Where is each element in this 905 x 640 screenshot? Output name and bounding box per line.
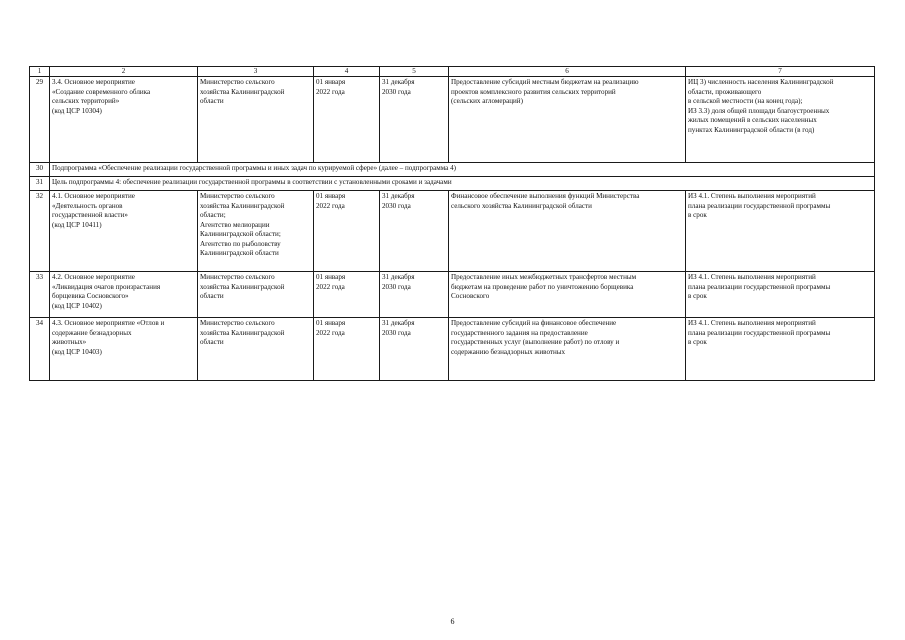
cell-text-line: Предоставление субсидий местным бюджетам на реализацию [451, 78, 639, 86]
cell-text-line: Агентство по рыболовству [200, 239, 281, 248]
executor-cell [198, 318, 314, 381]
cell-text-line: борщевика Сосновского» [52, 292, 129, 301]
cell-text-line: Калининградской области [200, 249, 279, 258]
table-header-row [30, 67, 875, 77]
cell-text-line: Министерство сельского [200, 78, 275, 86]
cell-text-line: пунктах Калининградской области (в год) [688, 125, 815, 134]
end-date-cell [380, 272, 449, 318]
cell-text-line: ИЗ 3.3) доля общей площади благоустроенных [688, 106, 830, 115]
cell-text-line: 2030 года [382, 328, 411, 337]
cell-text-line: 2030 года [382, 282, 411, 291]
cell-text-line: 31 декабря [382, 192, 415, 200]
cell-text-line: содержание безнадзорных [52, 328, 132, 337]
cell-text-line: в срок [688, 211, 707, 220]
cell-text-line: Предоставление субсидий на финансовое обеспечение [451, 319, 617, 327]
cell-text-line: «Создание современного облика [52, 87, 151, 96]
column-header: 4 [314, 67, 380, 77]
indicator-cell [686, 318, 875, 381]
cell-text-line: 4.1. Основное мероприятие [52, 192, 135, 200]
row-number: 34 [30, 318, 50, 381]
cell-text-line: животных» [52, 338, 87, 347]
cell-text-line: в срок [688, 292, 707, 301]
table-row [30, 318, 875, 381]
cell-text-line: плана реализации государственной программы [688, 328, 831, 337]
cell-text-line: 4.2. Основное мероприятие [52, 273, 135, 281]
cell-text-line: в сельской местности (на конец года); [688, 97, 803, 106]
cell-text-line: области [200, 338, 224, 347]
cell-text-line: 4.3. Основное мероприятие «Отлов и [52, 319, 165, 327]
executor-cell [198, 272, 314, 318]
cell-text-line: бюджетам на проведение работ по уничтожению борщевика [451, 282, 634, 291]
cell-text-line: области [200, 97, 224, 106]
cell-text-line: Финансовое обеспечение выполнения функций Министерства [451, 192, 640, 200]
cell-text-line: государственного задания на предоставление [451, 328, 588, 337]
row-number: 31 [30, 177, 50, 191]
cell-text-line: 31 декабря [382, 319, 415, 327]
cell-text-line: жилых помещений в сельских населенных [688, 116, 817, 125]
activity-cell [50, 191, 198, 272]
cell-text-line: 2022 года [316, 282, 345, 291]
row-number: 32 [30, 191, 50, 272]
executor-cell [198, 77, 314, 163]
table-row [30, 272, 875, 318]
page-number: 6 [450, 617, 455, 626]
cell-text-line: государственных услуг (выполнение работ) по отлову и [451, 338, 620, 347]
cell-text-line: ИЦ 3) численность населения Калининградской [688, 78, 834, 86]
column-header: 5 [380, 67, 449, 77]
indicator-cell [686, 272, 875, 318]
cell-text-line: области, проживающего [688, 87, 762, 96]
indicator-cell [686, 77, 875, 163]
cell-text-line: 01 января [316, 78, 346, 86]
cell-text-line: содержанию безнадзорных животных [451, 347, 566, 356]
section-title: Цель подпрограммы 4: обеспечение реализации государственной программы в соответствии с установленными сроками и задачами [50, 177, 875, 191]
cell-text-line: Министерство сельского [200, 192, 275, 200]
table-row [30, 191, 875, 272]
cell-text-line: проектов комплексного развития сельских территорий [451, 87, 616, 96]
cell-text-line: (код ЦСР 10402) [52, 301, 102, 310]
cell-text-line: «Деятельность органов [52, 201, 123, 210]
cell-text-line: 2022 года [316, 328, 345, 337]
table-row [30, 77, 875, 163]
cell-text-line: хозяйства Калининградской [200, 282, 285, 291]
cell-text-line: области; [200, 211, 226, 220]
section-row [30, 177, 875, 191]
cell-text-line: (код ЦСР 10411) [52, 220, 102, 229]
end-date-cell [380, 318, 449, 381]
cell-text-line: 2022 года [316, 87, 345, 96]
start-date-cell [314, 191, 380, 272]
cell-text-line: 31 декабря [382, 78, 415, 86]
cell-text-line: (код ЦСР 10403) [52, 347, 102, 356]
cell-text-line: Агентство мелиорации [200, 220, 270, 229]
row-number: 30 [30, 163, 50, 177]
column-header: 3 [198, 67, 314, 77]
cell-text-line: ИЗ 4.1. Степень выполнения мероприятий [688, 192, 816, 200]
cell-text-line: плана реализации государственной программы [688, 201, 831, 210]
cell-text-line: «Ликвидация очагов произрастания [52, 282, 161, 291]
column-header: 6 [449, 67, 686, 77]
cell-text-line: хозяйства Калининградской [200, 87, 285, 96]
cell-text-line: (код ЦСР 10304) [52, 106, 102, 115]
cell-text-line: 2030 года [382, 201, 411, 210]
cell-text-line: 2030 года [382, 87, 411, 96]
cell-text-line: 01 января [316, 273, 346, 281]
cell-text-line: хозяйства Калининградской [200, 328, 285, 337]
cell-text-line: ИЗ 4.1. Степень выполнения мероприятий [688, 273, 816, 281]
cell-text-line: Калининградской области; [200, 230, 281, 239]
start-date-cell [314, 272, 380, 318]
executor-cell [198, 191, 314, 272]
cell-text-line: 3.4. Основное мероприятие [52, 78, 135, 86]
activity-cell [50, 77, 198, 163]
cell-text-line: 31 декабря [382, 273, 415, 281]
cell-text-line: плана реализации государственной программы [688, 282, 831, 291]
start-date-cell [314, 318, 380, 381]
description-cell [449, 77, 686, 163]
indicator-cell [686, 191, 875, 272]
row-number: 29 [30, 77, 50, 163]
cell-text-line: Министерство сельского [200, 273, 275, 281]
cell-text-line: области [200, 292, 224, 301]
column-header: 2 [50, 67, 198, 77]
cell-text-line: Министерство сельского [200, 319, 275, 327]
cell-text-line: в срок [688, 338, 707, 347]
activity-cell [50, 318, 198, 381]
column-header: 7 [686, 67, 875, 77]
end-date-cell [380, 77, 449, 163]
cell-text-line: ИЗ 4.1. Степень выполнения мероприятий [688, 319, 816, 327]
cell-text-line: Предоставление иных межбюджетных трансфертов местным [451, 273, 637, 281]
section-row [30, 163, 875, 177]
cell-text-line: 01 января [316, 192, 346, 200]
row-number: 33 [30, 272, 50, 318]
description-cell [449, 191, 686, 272]
cell-text-line: сельских территорий» [52, 97, 120, 106]
activity-cell [50, 272, 198, 318]
cell-text-line: сельского хозяйства Калининградской области [451, 201, 592, 210]
description-cell [449, 272, 686, 318]
end-date-cell [380, 191, 449, 272]
cell-text-line: Сосновского [451, 292, 490, 301]
program-activities-table [29, 66, 875, 381]
cell-text-line: хозяйства Калининградской [200, 201, 285, 210]
section-title: Подпрограмма «Обеспечение реализации государственной программы и иных задач по курируемой сфере» (далее – подпрограмма 4) [50, 163, 875, 177]
description-cell [449, 318, 686, 381]
column-header: 1 [30, 67, 50, 77]
cell-text-line: государственной власти» [52, 211, 128, 220]
cell-text-line: 01 января [316, 319, 346, 327]
cell-text-line: 2022 года [316, 201, 345, 210]
start-date-cell [314, 77, 380, 163]
cell-text-line: (сельских агломераций) [451, 97, 523, 106]
